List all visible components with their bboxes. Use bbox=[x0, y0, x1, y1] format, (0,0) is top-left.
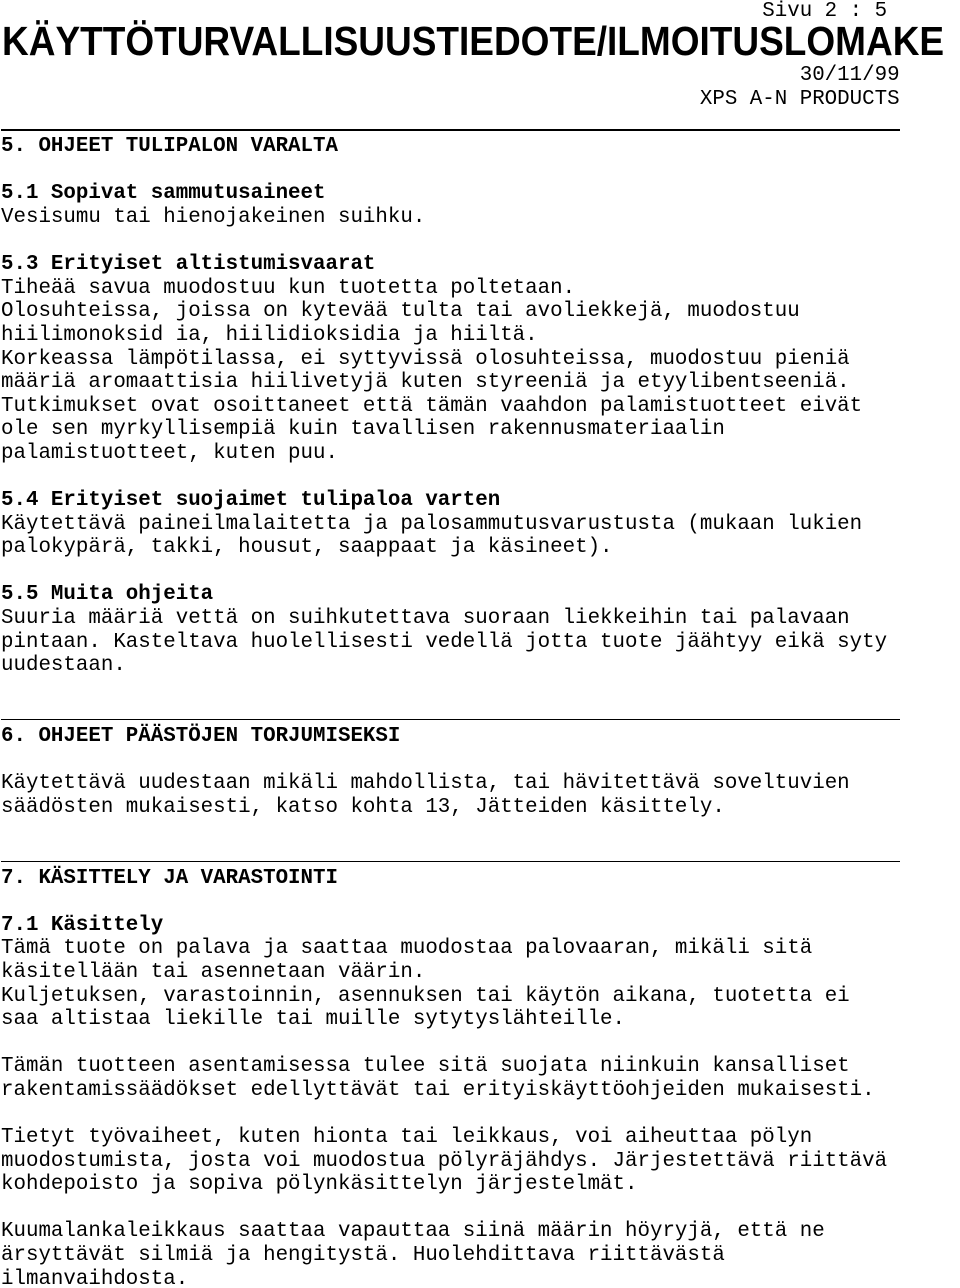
paragraph bbox=[1, 206, 900, 230]
text-line: muodostumista, josta voi muodostua pölyräjähdys. Järjestettävä riittävä bbox=[1, 1149, 888, 1173]
subsection-5-3 bbox=[1, 253, 900, 465]
paragraph bbox=[1, 513, 900, 560]
horizontal-rule bbox=[1, 701, 900, 725]
subsection-5-1 bbox=[1, 182, 900, 229]
page-number: Sivu 2 : 5 bbox=[762, 0, 888, 23]
text-line: Käytettävä paineilmalaitetta ja palosammutusvarustusta (mukaan lukien bbox=[1, 512, 863, 536]
text-line: palamistuotteet, kuten puu. bbox=[1, 441, 338, 465]
text-line: määriä aromaattisia hiilivetyjä kuten styreeniä ja etyylibentseeniä. bbox=[1, 371, 850, 395]
text-line: rakentamissäädökset edellyttävät tai erityiskäyttöohjeiden mukaisesti. bbox=[1, 1078, 875, 1102]
text-line: ärsyttävät silmiä ja hengitystä. Huolehdittava riittävästä bbox=[1, 1244, 725, 1268]
paragraph bbox=[1, 1055, 900, 1102]
text-line: ole sen myrkyllisempiä kuin tavallisen rakennusmateriaalin bbox=[1, 418, 725, 442]
text-line: käsitellään tai asennetaan väärin. bbox=[1, 960, 426, 984]
text-line: Olosuhteissa, joissa on kytevää tulta tai avoliekkejä, muodostuu bbox=[1, 300, 800, 324]
text-line: Vesisumu tai hienojakeinen suihku. bbox=[1, 205, 426, 229]
paragraph bbox=[1, 607, 900, 678]
subsection-heading: 7.1 Käsittely bbox=[1, 913, 164, 937]
section-heading: 6. OHJEET PÄÄSTÖJEN TORJUMISEKSI bbox=[1, 725, 401, 749]
section-heading: 7. KÄSITTELY JA VARASTOINTI bbox=[1, 866, 338, 890]
subsection-heading: 5.5 Muita ohjeita bbox=[1, 583, 214, 607]
paragraph bbox=[1, 1126, 900, 1197]
text-line: palokypärä, takki, housut, saappaat ja käsineet). bbox=[1, 536, 613, 560]
text-line: Tietyt työvaiheet, kuten hionta tai leikkaus, voi aiheuttaa pölyn bbox=[1, 1126, 813, 1150]
text-line: uudestaan. bbox=[1, 654, 126, 678]
horizontal-rule bbox=[1, 112, 900, 136]
paragraph bbox=[1, 1220, 900, 1286]
text-line: saa altistaa liekille tai muille sytytyslähteille. bbox=[1, 1008, 626, 1032]
subsection-5-4 bbox=[1, 489, 900, 560]
subsection-heading: 5.4 Erityiset suojaimet tulipaloa varten bbox=[1, 489, 501, 513]
paragraph bbox=[1, 772, 900, 819]
text-line: hiilimonoksid ia, hiilidioksidia ja hiiltä. bbox=[1, 323, 538, 347]
text-line: Korkeassa lämpötilassa, ei syttyvissä olosuhteissa, muodostuu pieniä bbox=[1, 347, 850, 371]
text-line: ilmanvaihdosta. bbox=[1, 1267, 189, 1287]
paragraph bbox=[1, 277, 900, 466]
section-6 bbox=[1, 725, 900, 819]
subsection-heading: 5.1 Sopivat sammutusaineet bbox=[1, 182, 326, 206]
document-date: 30/11/99 bbox=[799, 64, 900, 88]
text-line: Kuljetuksen, varastoinnin, asennuksen tai käytön aikana, tuotetta ei bbox=[1, 984, 850, 1008]
text-line: pintaan. Kasteltava huolellisesti vedellä jotta tuote jäähtyy eikä syty bbox=[1, 630, 888, 654]
document-body bbox=[1, 64, 900, 1286]
section-5 bbox=[1, 135, 900, 678]
subsection-5-5 bbox=[1, 583, 900, 677]
horizontal-rule bbox=[1, 843, 900, 867]
subsection-heading: 5.3 Erityiset altistumisvaarat bbox=[1, 253, 376, 277]
text-line: Suuria määriä vettä on suihkutettava suoraan liekkeihin tai palavaan bbox=[1, 607, 850, 631]
document-title: KÄYTTÖTURVALLISUUSTIEDOTE/ILMOITUSLOMAKE bbox=[2, 18, 945, 64]
text-line: säädösten mukaisesti, katso kohta 13, Jätteiden käsittely. bbox=[1, 795, 725, 819]
text-line: Käytettävä uudestaan mikäli mahdollista, tai hävitettävä soveltuvien bbox=[1, 772, 850, 796]
text-line: Tiheää savua muodostuu kun tuotetta poltetaan. bbox=[1, 276, 576, 300]
section-7 bbox=[1, 867, 900, 1287]
text-line: Kuumalankaleikkaus saattaa vapauttaa siinä määrin höyryjä, että ne bbox=[1, 1220, 825, 1244]
section-heading: 5. OHJEET TULIPALON VARALTA bbox=[1, 135, 338, 159]
company-name: XPS A-N PRODUCTS bbox=[699, 87, 900, 111]
subsection-7-1 bbox=[1, 914, 900, 1287]
text-line: kohdepoisto ja sopiva pölynkäsittelyn järjestelmät. bbox=[1, 1173, 638, 1197]
text-line: Tämä tuote on palava ja saattaa muodostaa palovaaran, mikäli sitä bbox=[1, 937, 813, 961]
text-line: Tämän tuotteen asentamisessa tulee sitä suojata niinkuin kansalliset bbox=[1, 1055, 850, 1079]
paragraph bbox=[1, 937, 900, 1031]
text-line: Tutkimukset ovat osoittaneet että tämän vaahdon palamistuotteet eivät bbox=[1, 394, 863, 418]
